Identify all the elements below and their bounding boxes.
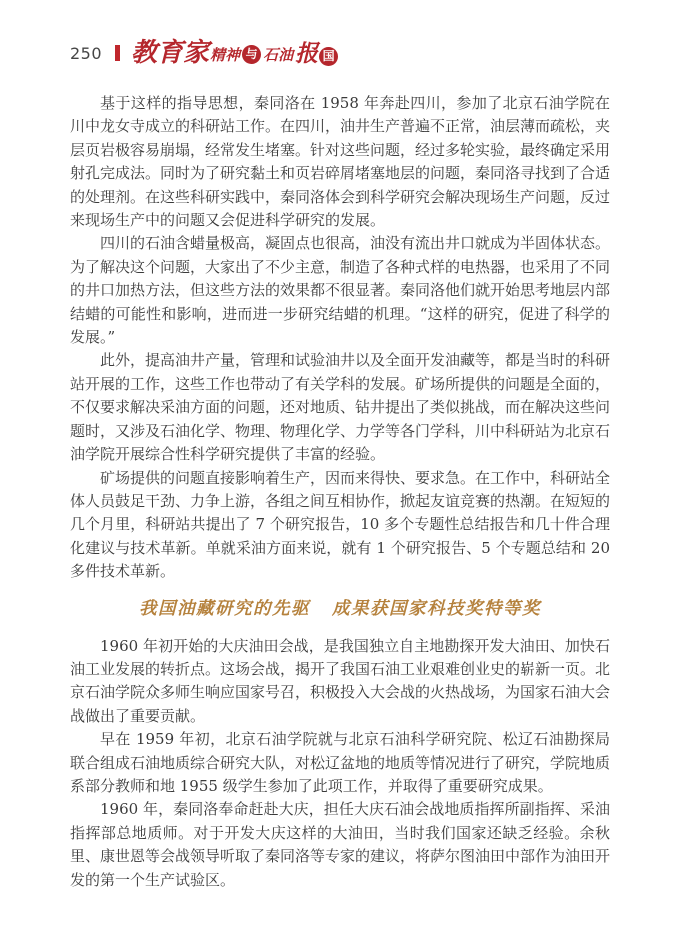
paragraph: 1960 年，秦同洛奉命赶赴大庆，担任大庆石油会战地质指挥所副指挥、采油指挥部总地质师。对于开发大庆这样的大油田，当时我们国家还缺乏经验。余秋里、康世恩等会战领导听取了秦同洛等专家的建议，将萨尔图油田中部作为油田开发的第一个生产试验区。: [70, 800, 611, 889]
paragraph: 1960 年初开始的大庆油田会战，是我国独立自主地勘探开发大油田、加快石油工业发展的转折点。这场会战，揭开了我国石油工业艰难创业史的崭新一页。北京石油学院众多师生响应国家号召，积极投入大会战的火热战场，为国家石油大会战做出了重要贡献。: [70, 636, 611, 725]
logo-text-jingshen: 精神: [210, 45, 241, 64]
book-page: [70, 38, 610, 892]
paragraph: 四川的石油含蜡量极高，凝固点也很高，油没有流出井口就成为半固体状态。为了解决这个问题，大家出了不少主意，制造了各种式样的电热器，也采用了不同的井口加热方法，但这些方法的效果都不很显著。秦同洛他们就开始思考地层内部结蜡的可能性和影响，进而进一步研究结蜡的机理。“这样的研究，促进了科学的发展。”: [70, 234, 611, 347]
logo-text-shiyou: 石油: [263, 45, 294, 64]
page-number: 250: [70, 43, 103, 63]
logo-text-jiaoyujia: 教育家: [131, 38, 210, 68]
section-heading: [70, 597, 610, 621]
logo-text-bao: 报: [295, 39, 319, 67]
section-heading-part2: 成果获国家科技奖特等奖: [332, 598, 541, 619]
paragraph: 此外，提高油井产量，管理和试验油井以及全面开发油藏等，都是当时的科研站开展的工作，这些工作也带动了有关学科的发展。矿场所提供的问题是全面的，不仅要求解决采油方面的问题，还对地质、钻井提出了类似挑战，而在解决这些问题时，又涉及石油化学、物理、物理化学、力学等各门学科，川中科研站为北京石油学院开展综合性科学研究提供了丰富的经验。: [70, 351, 611, 464]
yu-seal-icon: 与: [242, 45, 261, 64]
book-title-logo: [131, 40, 339, 66]
header-divider-bar: [115, 45, 120, 61]
section-heading-part1: 我国油藏研究的先驱: [139, 598, 310, 619]
paragraph: 早在 1959 年初，北京石油学院就与北京石油科学研究院、松辽石油勘探局联合组成石油地质综合研究大队，对松辽盆地的地质等情况进行了研究，学院地质系部分教师和地 1955 级学生参加了此项工作，并取得了重要研究成果。: [70, 730, 611, 795]
guo-seal-icon: 国: [319, 47, 338, 66]
paragraph: 矿场提供的问题直接影响着生产，因而来得快、要求急。在工作中，科研站全体人员鼓足干劲、力争上游，各组之间互相协作，掀起友谊竞赛的热潮。在短短的几个月里，科研站共提出了 7 个研究报告，10 多个专题性总结报告和几十件合理化建议与技术革新。单就采油方面来说，就有 1 个研究报告、5 个专题总结和 20 多件技术革新。: [70, 468, 611, 581]
paragraph: 基于这样的指导思想，秦同洛在 1958 年奔赴四川，参加了北京石油学院在川中龙女寺成立的科研站工作。在四川，油井生产普遍不正常，油层薄而疏松，夹层页岩极容易崩塌，经常发生堵塞。针对这些问题，经过多轮实验，最终确定采用射孔完成法。同时为了研究黏土和页岩碎屑堵塞地层的问题，秦同洛寻找到了合适的处理剂。在这些科研实践中，秦同洛体会到科学研究会解决现场生产问题，反过来现场生产中的问题又会促进科学研究的发展。: [70, 94, 611, 230]
page-content: [70, 92, 610, 892]
page-header: [70, 38, 610, 68]
